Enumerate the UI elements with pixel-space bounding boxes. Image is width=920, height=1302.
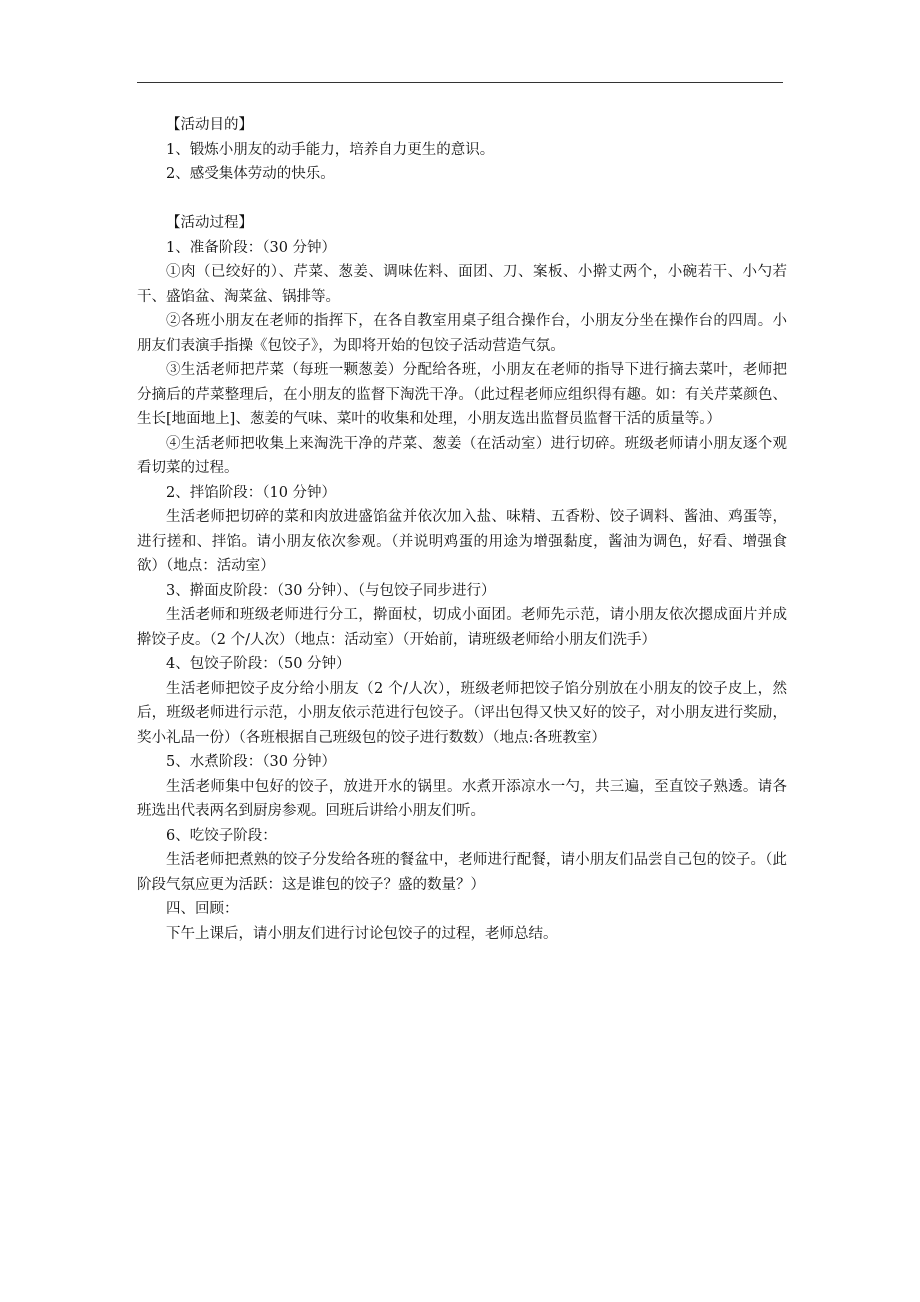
stage-4-body: 生活老师把饺子皮分给小朋友（2 个/人次），班级老师把饺子馅分别放在小朋友的饺子皮上，然后，班级老师进行示范，小朋友依示范进行包饺子。（评出包得又快又好的饺子，对小朋友进行奖励，奖小礼品一份）（各班根据自己班级包的饺子进行数数）（地点:各班教室） xyxy=(137,680,787,746)
goal-item-2: 2、感受集体劳动的快乐。 xyxy=(166,166,335,182)
stage-2-title: 2、拌馅阶段：（10 分钟） xyxy=(166,484,337,501)
document-body xyxy=(137,113,787,946)
stage-1-step-2: ②各班小朋友在老师的指挥下，在各自教室用桌子组合操作台，小朋友分坐在操作台的四周。小朋友们表演手指操《包饺子》，为即将开始的包饺子活动营造气氛。 xyxy=(137,313,787,354)
stage-1-step-3: ③生活老师把芹菜（每班一颗葱姜）分配给各班，小朋友在老师的指导下进行摘去菜叶，老师把分摘后的芹菜整理后，在小朋友的监督下淘洗干净。（此过程老师应组织得有趣。如：有关芹菜颜色、生长[地面地上]、葱姜的气味、菜叶的收集和处理，小朋友选出监督员监督干活的质量等。） xyxy=(137,362,787,427)
section-spacer xyxy=(137,187,787,212)
section-heading-process: 【活动过程】 xyxy=(166,215,253,231)
review-body: 下午上课后，请小朋友们进行讨论包饺子的过程，老师总结。 xyxy=(166,925,558,942)
stage-6-title: 6、吃饺子阶段： xyxy=(166,827,277,844)
stage-5-body: 生活老师集中包好的饺子，放进开水的锅里。水煮开添凉水一勺，共三遍，至直饺子熟透。请各班选出代表两名到厨房参观。回班后讲给小朋友们听。 xyxy=(137,778,787,819)
goal-item-1: 1、锻炼小朋友的动手能力，培养自力更生的意识。 xyxy=(166,141,495,158)
review-title: 四、回顾： xyxy=(166,901,239,917)
stage-1-title: 1、准备阶段：（30 分钟） xyxy=(166,239,337,256)
stage-3-body: 生活老师和班级老师进行分工，擀面杖，切成小面团。老师先示范，请小朋友依次摁成面片并成擀饺子皮。（2 个/人次）（地点：活动室）（开始前，请班级老师给小朋友们洗手） xyxy=(137,607,787,648)
stage-3-title: 3、擀面皮阶段：（30 分钟）、（与包饺子同步进行） xyxy=(166,582,496,599)
stage-1-step-4: ④生活老师把收集上来淘洗干净的芹菜、葱姜（在活动室）进行切碎。班级老师请小朋友逐个观看切菜的过程。 xyxy=(137,435,787,476)
stage-2-body: 生活老师把切碎的菜和肉放进盛馅盆并依次加入盐、味精、五香粉、饺子调料、酱油、鸡蛋等，进行搓和、拌馅。请小朋友依次参观。（并说明鸡蛋的用途为增强黏度，酱油为调色，好看、增强食欲）（地点：活动室） xyxy=(137,509,787,574)
header-rule xyxy=(137,82,783,83)
section-heading-goals: 【活动目的】 xyxy=(166,117,253,133)
stage-6-body: 生活老师把煮熟的饺子分发给各班的餐盆中，老师进行配餐，请小朋友们品尝自己包的饺子。（此阶段气氛应更为活跃：这是谁包的饺子？盛的数量？） xyxy=(137,852,787,893)
stage-1-step-1: ①肉（已绞好的）、芹菜、葱姜、调味佐料、面团、刀、案板、小擀丈两个，小碗若干、小勺若干、盛馅盆、淘菜盆、锅排等。 xyxy=(137,264,787,305)
stage-5-title: 5、水煮阶段：（30 分钟） xyxy=(166,754,337,770)
stage-4-title: 4、包饺子阶段：（50 分钟） xyxy=(166,656,351,672)
